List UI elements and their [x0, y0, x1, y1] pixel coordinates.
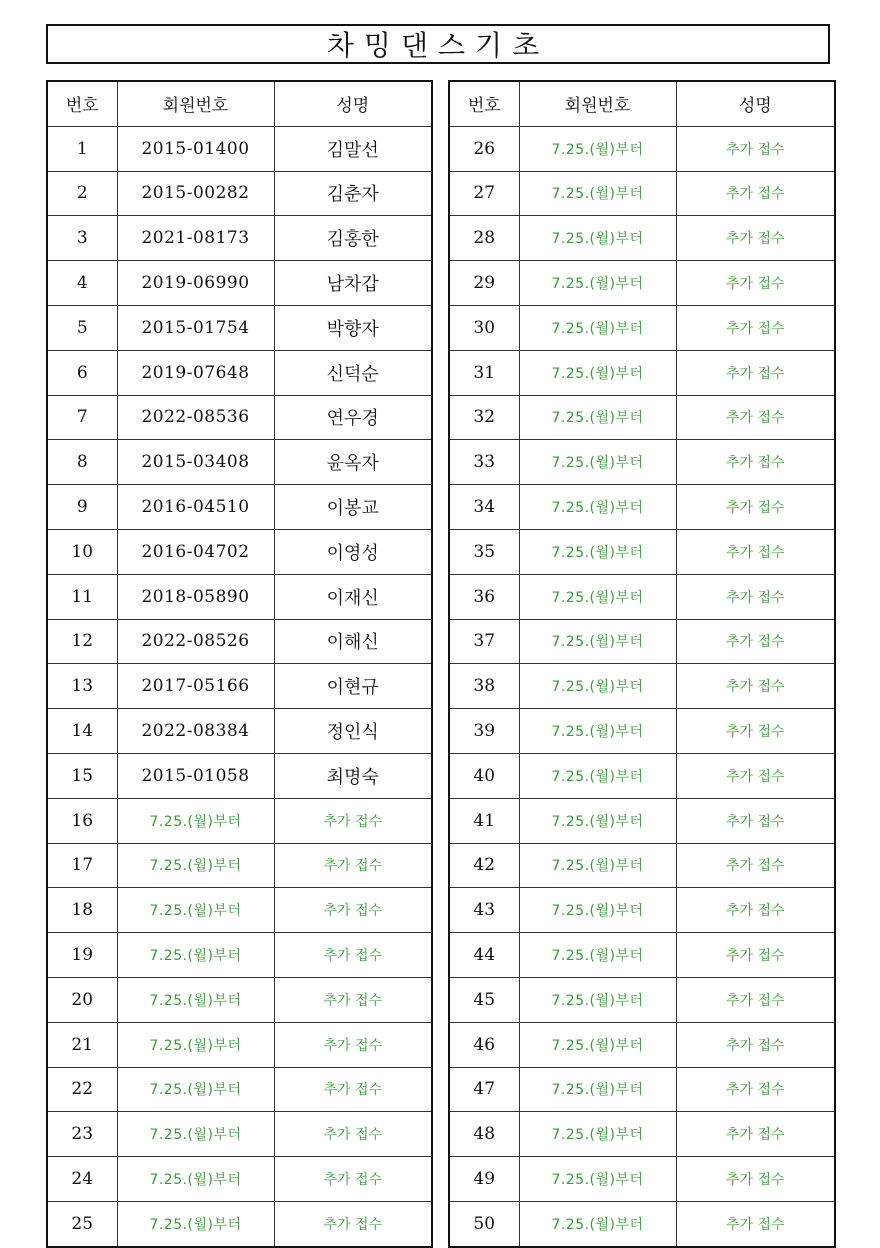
row-number: 1 — [47, 126, 117, 171]
row-number: 40 — [449, 753, 519, 798]
member-name-cell: 추가 접수 — [676, 619, 835, 664]
row-number: 37 — [449, 619, 519, 664]
table-row — [47, 485, 432, 530]
member-name-cell: 김홍한 — [274, 216, 432, 261]
row-number: 32 — [449, 395, 519, 440]
member-name-cell: 이영성 — [274, 529, 432, 574]
page-title: 차밍댄스기초 — [326, 29, 550, 62]
table-row — [47, 933, 432, 978]
member-name-cell: 추가 접수 — [676, 977, 835, 1022]
member-name-cell: 추가 접수 — [676, 664, 835, 709]
row-number: 48 — [449, 1112, 519, 1157]
member-id-cell: 7.25.(월)부터 — [519, 261, 676, 306]
row-number: 38 — [449, 664, 519, 709]
member-id-cell: 7.25.(월)부터 — [519, 350, 676, 395]
header-member-id: 회원번호 — [117, 81, 274, 126]
member-name-cell: 추가 접수 — [676, 171, 835, 216]
table-row — [47, 843, 432, 888]
member-id-cell: 2016-04510 — [117, 485, 274, 530]
table-row — [47, 798, 432, 843]
table-row — [47, 977, 432, 1022]
member-name-cell: 추가 접수 — [274, 1067, 432, 1112]
member-name-cell: 추가 접수 — [676, 395, 835, 440]
row-number: 23 — [47, 1112, 117, 1157]
row-number: 21 — [47, 1022, 117, 1067]
table-row — [47, 350, 432, 395]
roster-body-left — [47, 126, 432, 1246]
member-id-cell: 2015-00282 — [117, 171, 274, 216]
member-id-cell: 7.25.(월)부터 — [117, 1157, 274, 1202]
member-name-cell: 추가 접수 — [676, 1157, 835, 1202]
table-row — [449, 664, 835, 709]
table-row — [47, 1112, 432, 1157]
member-id-cell: 2019-06990 — [117, 261, 274, 306]
row-number: 8 — [47, 440, 117, 485]
member-id-cell: 7.25.(월)부터 — [519, 933, 676, 978]
member-name-cell: 이해신 — [274, 619, 432, 664]
member-name-cell: 추가 접수 — [274, 1112, 432, 1157]
table-row — [449, 350, 835, 395]
member-id-cell: 2015-01058 — [117, 753, 274, 798]
row-number: 3 — [47, 216, 117, 261]
member-name-cell: 김말선 — [274, 126, 432, 171]
header-row — [47, 81, 432, 126]
member-name-cell: 남차갑 — [274, 261, 432, 306]
table-row — [449, 843, 835, 888]
row-number: 19 — [47, 933, 117, 978]
row-number: 49 — [449, 1157, 519, 1202]
member-id-cell: 7.25.(월)부터 — [519, 798, 676, 843]
member-id-cell: 2022-08526 — [117, 619, 274, 664]
table-row — [47, 261, 432, 306]
member-id-cell: 7.25.(월)부터 — [519, 395, 676, 440]
row-number: 47 — [449, 1067, 519, 1112]
row-number: 13 — [47, 664, 117, 709]
member-name-cell: 추가 접수 — [274, 1157, 432, 1202]
table-row — [47, 619, 432, 664]
table-row — [449, 1022, 835, 1067]
member-name-cell: 이봉교 — [274, 485, 432, 530]
member-name-cell: 김춘자 — [274, 171, 432, 216]
member-id-cell: 7.25.(월)부터 — [519, 171, 676, 216]
member-id-cell: 7.25.(월)부터 — [519, 888, 676, 933]
table-row — [449, 1201, 835, 1246]
row-number: 41 — [449, 798, 519, 843]
table-row — [449, 440, 835, 485]
row-number: 34 — [449, 485, 519, 530]
member-name-cell: 추가 접수 — [274, 888, 432, 933]
row-number: 2 — [47, 171, 117, 216]
header-name: 성명 — [676, 81, 835, 126]
member-id-cell: 7.25.(월)부터 — [117, 933, 274, 978]
member-name-cell: 추가 접수 — [676, 574, 835, 619]
table-row — [47, 1067, 432, 1112]
member-id-cell: 7.25.(월)부터 — [519, 1201, 676, 1246]
member-id-cell: 7.25.(월)부터 — [519, 305, 676, 350]
table-row — [47, 305, 432, 350]
member-id-cell: 2017-05166 — [117, 664, 274, 709]
table-row — [449, 126, 835, 171]
header-num: 번호 — [47, 81, 117, 126]
row-number: 43 — [449, 888, 519, 933]
member-id-cell: 7.25.(월)부터 — [519, 709, 676, 754]
member-name-cell: 추가 접수 — [676, 1022, 835, 1067]
table-row — [47, 709, 432, 754]
table-row — [47, 574, 432, 619]
member-id-cell: 7.25.(월)부터 — [519, 664, 676, 709]
row-number: 17 — [47, 843, 117, 888]
member-id-cell: 7.25.(월)부터 — [519, 529, 676, 574]
row-number: 46 — [449, 1022, 519, 1067]
member-name-cell: 추가 접수 — [274, 843, 432, 888]
table-row — [449, 485, 835, 530]
member-name-cell: 추가 접수 — [676, 753, 835, 798]
member-name-cell: 추가 접수 — [676, 798, 835, 843]
member-id-cell: 2016-04702 — [117, 529, 274, 574]
member-name-cell: 추가 접수 — [676, 261, 835, 306]
member-id-cell: 7.25.(월)부터 — [519, 126, 676, 171]
table-row — [449, 798, 835, 843]
table-row — [47, 171, 432, 216]
member-name-cell: 정인식 — [274, 709, 432, 754]
member-id-cell: 7.25.(월)부터 — [519, 1022, 676, 1067]
member-name-cell: 추가 접수 — [676, 933, 835, 978]
roster-table-right — [448, 80, 836, 1248]
table-row — [449, 171, 835, 216]
header-name: 성명 — [274, 81, 432, 126]
member-id-cell: 7.25.(월)부터 — [117, 798, 274, 843]
member-id-cell: 2015-01400 — [117, 126, 274, 171]
member-name-cell: 연우경 — [274, 395, 432, 440]
header-member-id: 회원번호 — [519, 81, 676, 126]
row-number: 30 — [449, 305, 519, 350]
member-name-cell: 추가 접수 — [274, 798, 432, 843]
table-row — [449, 305, 835, 350]
table-row — [47, 440, 432, 485]
row-number: 42 — [449, 843, 519, 888]
table-row — [47, 888, 432, 933]
member-id-cell: 7.25.(월)부터 — [519, 1157, 676, 1202]
row-number: 24 — [47, 1157, 117, 1202]
member-name-cell: 추가 접수 — [676, 843, 835, 888]
member-id-cell: 7.25.(월)부터 — [117, 1022, 274, 1067]
member-name-cell: 최명숙 — [274, 753, 432, 798]
row-number: 7 — [47, 395, 117, 440]
member-name-cell: 이현규 — [274, 664, 432, 709]
table-row — [449, 529, 835, 574]
table-row — [47, 753, 432, 798]
member-id-cell: 2022-08384 — [117, 709, 274, 754]
row-number: 18 — [47, 888, 117, 933]
row-number: 11 — [47, 574, 117, 619]
row-number: 27 — [449, 171, 519, 216]
member-id-cell: 7.25.(월)부터 — [117, 1112, 274, 1157]
member-id-cell: 2019-07648 — [117, 350, 274, 395]
table-row — [449, 933, 835, 978]
row-number: 31 — [449, 350, 519, 395]
member-name-cell: 윤옥자 — [274, 440, 432, 485]
row-number: 14 — [47, 709, 117, 754]
member-id-cell: 7.25.(월)부터 — [519, 1112, 676, 1157]
table-row — [47, 1157, 432, 1202]
member-id-cell: 7.25.(월)부터 — [519, 574, 676, 619]
header-num: 번호 — [449, 81, 519, 126]
row-number: 26 — [449, 126, 519, 171]
header-row — [449, 81, 835, 126]
row-number: 5 — [47, 305, 117, 350]
table-row — [47, 664, 432, 709]
table-row — [47, 395, 432, 440]
row-number: 39 — [449, 709, 519, 754]
member-id-cell: 7.25.(월)부터 — [519, 619, 676, 664]
row-number: 22 — [47, 1067, 117, 1112]
member-name-cell: 추가 접수 — [676, 709, 835, 754]
row-number: 9 — [47, 485, 117, 530]
member-id-cell: 7.25.(월)부터 — [519, 977, 676, 1022]
row-number: 4 — [47, 261, 117, 306]
title-box — [46, 24, 830, 64]
member-name-cell: 신덕순 — [274, 350, 432, 395]
row-number: 35 — [449, 529, 519, 574]
member-name-cell: 추가 접수 — [676, 485, 835, 530]
member-name-cell: 추가 접수 — [676, 305, 835, 350]
table-row — [449, 395, 835, 440]
member-id-cell: 7.25.(월)부터 — [519, 753, 676, 798]
table-row — [47, 216, 432, 261]
row-number: 36 — [449, 574, 519, 619]
member-id-cell: 2015-01754 — [117, 305, 274, 350]
table-row — [449, 574, 835, 619]
row-number: 12 — [47, 619, 117, 664]
row-number: 15 — [47, 753, 117, 798]
table-row — [449, 888, 835, 933]
roster-body-right — [449, 126, 835, 1246]
table-row — [449, 261, 835, 306]
table-row — [47, 529, 432, 574]
member-id-cell: 2015-03408 — [117, 440, 274, 485]
table-row — [47, 126, 432, 171]
member-id-cell: 7.25.(월)부터 — [117, 1067, 274, 1112]
table-row — [449, 977, 835, 1022]
member-id-cell: 2022-08536 — [117, 395, 274, 440]
row-number: 10 — [47, 529, 117, 574]
table-row — [47, 1022, 432, 1067]
table-row — [449, 1067, 835, 1112]
member-name-cell: 추가 접수 — [676, 1067, 835, 1112]
row-number: 33 — [449, 440, 519, 485]
member-name-cell: 박향자 — [274, 305, 432, 350]
member-id-cell: 7.25.(월)부터 — [117, 1201, 274, 1246]
row-number: 29 — [449, 261, 519, 306]
member-name-cell: 이재신 — [274, 574, 432, 619]
member-id-cell: 7.25.(월)부터 — [519, 216, 676, 261]
member-name-cell: 추가 접수 — [676, 440, 835, 485]
table-row — [449, 1157, 835, 1202]
row-number: 45 — [449, 977, 519, 1022]
member-id-cell: 7.25.(월)부터 — [519, 485, 676, 530]
row-number: 44 — [449, 933, 519, 978]
member-id-cell: 7.25.(월)부터 — [519, 440, 676, 485]
member-name-cell: 추가 접수 — [676, 888, 835, 933]
table-row — [47, 1201, 432, 1246]
row-number: 20 — [47, 977, 117, 1022]
member-id-cell: 7.25.(월)부터 — [117, 888, 274, 933]
row-number: 6 — [47, 350, 117, 395]
member-name-cell: 추가 접수 — [676, 529, 835, 574]
row-number: 50 — [449, 1201, 519, 1246]
row-number: 16 — [47, 798, 117, 843]
member-name-cell: 추가 접수 — [676, 216, 835, 261]
member-name-cell: 추가 접수 — [274, 1022, 432, 1067]
member-name-cell: 추가 접수 — [274, 1201, 432, 1246]
member-name-cell: 추가 접수 — [676, 1201, 835, 1246]
member-id-cell: 2018-05890 — [117, 574, 274, 619]
member-id-cell: 7.25.(월)부터 — [117, 977, 274, 1022]
member-id-cell: 7.25.(월)부터 — [519, 843, 676, 888]
member-name-cell: 추가 접수 — [274, 933, 432, 978]
row-number: 28 — [449, 216, 519, 261]
member-name-cell: 추가 접수 — [274, 977, 432, 1022]
member-name-cell: 추가 접수 — [676, 126, 835, 171]
member-id-cell: 2021-08173 — [117, 216, 274, 261]
table-row — [449, 753, 835, 798]
member-name-cell: 추가 접수 — [676, 350, 835, 395]
table-row — [449, 709, 835, 754]
member-name-cell: 추가 접수 — [676, 1112, 835, 1157]
row-number: 25 — [47, 1201, 117, 1246]
table-row — [449, 216, 835, 261]
member-id-cell: 7.25.(월)부터 — [519, 1067, 676, 1112]
table-row — [449, 1112, 835, 1157]
member-id-cell: 7.25.(월)부터 — [117, 843, 274, 888]
roster-table-left — [46, 80, 433, 1248]
table-row — [449, 619, 835, 664]
